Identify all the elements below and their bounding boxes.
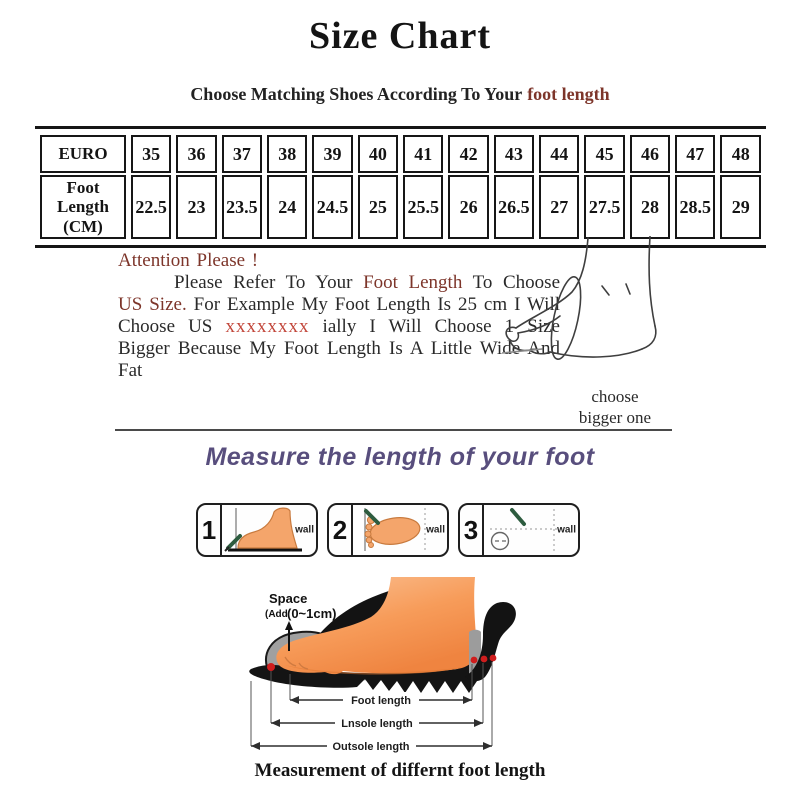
step-2-number: 2 bbox=[329, 505, 353, 555]
subtitle-text: Choose Matching Shoes According To Your bbox=[190, 84, 523, 104]
sketch-caption bbox=[545, 386, 685, 428]
foot-sketch-illustration bbox=[502, 236, 712, 388]
foot-length-row bbox=[40, 175, 761, 239]
euro-size-cell: 40 bbox=[358, 135, 398, 173]
space-arrow-head bbox=[285, 621, 293, 630]
size-table bbox=[35, 133, 766, 241]
insole-length-label: Lnsole length bbox=[341, 718, 413, 730]
euro-row-header: EURO bbox=[40, 135, 126, 173]
foot-length-cell: 28 bbox=[630, 175, 670, 239]
outsole-length-label: Outsole length bbox=[332, 741, 410, 753]
attention-highlight-us-size: US Size. bbox=[118, 294, 187, 315]
shoe-measurement-diagram bbox=[225, 577, 590, 767]
attention-text: To Choose bbox=[462, 272, 560, 293]
euro-size-cell: 43 bbox=[494, 135, 534, 173]
subtitle-highlight: foot length bbox=[527, 84, 610, 104]
outsole-length-dimension bbox=[251, 738, 492, 753]
attention-highlight-foot-length: Foot Length bbox=[363, 272, 463, 293]
heel-dot-red bbox=[481, 656, 488, 663]
foot-length-dimension bbox=[290, 692, 472, 707]
step-2-box bbox=[327, 503, 449, 557]
step-2-wall-label: wall bbox=[426, 524, 445, 536]
euro-size-cell: 36 bbox=[176, 135, 216, 173]
euro-row bbox=[40, 135, 761, 173]
sketch-front-leg bbox=[516, 238, 588, 328]
foot-length-cell: 25.5 bbox=[403, 175, 443, 239]
step-1-number: 1 bbox=[198, 505, 222, 555]
page-title: Size Chart bbox=[308, 15, 492, 57]
foot-length-row-header: Foot Length (CM) bbox=[40, 175, 126, 239]
toe-dot bbox=[366, 537, 372, 543]
euro-size-cell: 38 bbox=[267, 135, 307, 173]
foot-length-cell: 27 bbox=[539, 175, 579, 239]
measure-heading: Measure the length of your foot bbox=[205, 443, 595, 471]
insole-length-dimension bbox=[271, 715, 483, 730]
attention-text: ially I Will Choose 1 Size Bigger Because My Foot Length Is A Little Wide And Fat bbox=[118, 316, 560, 381]
attention-text: For Example My Foot Length Is 25 cm I Will Choose US bbox=[118, 294, 560, 337]
size-table-frame bbox=[35, 126, 766, 248]
euro-size-cell: 44 bbox=[539, 135, 579, 173]
attention-heading: Attention Please ! bbox=[118, 250, 259, 271]
foot-length-cell: 27.5 bbox=[584, 175, 624, 239]
step-3-wall-label: wall bbox=[557, 524, 576, 536]
attention-text: Please Refer To Your bbox=[174, 272, 364, 293]
foot-length-cell: 26 bbox=[448, 175, 488, 239]
pencil-icon bbox=[512, 510, 524, 524]
sketch-tape-loop bbox=[546, 274, 587, 361]
foot-length-cell: 29 bbox=[720, 175, 761, 239]
foot-side-icon bbox=[238, 508, 297, 548]
foot-length-cell: 28.5 bbox=[675, 175, 715, 239]
toe-dot bbox=[369, 543, 374, 548]
attention-note bbox=[118, 250, 560, 382]
sketch-caption-line2: bigger one bbox=[578, 408, 652, 427]
attention-censored-text: xxxxxxxx bbox=[225, 316, 310, 337]
euro-size-cell: 37 bbox=[222, 135, 262, 173]
toe-dot bbox=[366, 524, 372, 530]
toe-dot bbox=[365, 531, 371, 537]
euro-size-cell: 45 bbox=[584, 135, 624, 173]
sketch-caption-line1: choose bbox=[591, 387, 639, 406]
step-1-box bbox=[196, 503, 318, 557]
space-value-label: (0~1cm) bbox=[287, 606, 337, 621]
foot-length-cell: 23 bbox=[176, 175, 216, 239]
step-1-wall-label: wall bbox=[295, 524, 314, 536]
euro-size-cell: 48 bbox=[720, 135, 761, 173]
euro-size-cell: 41 bbox=[403, 135, 443, 173]
foot-length-cell: 22.5 bbox=[131, 175, 171, 239]
foot-length-cell: 25 bbox=[358, 175, 398, 239]
euro-size-cell: 39 bbox=[312, 135, 352, 173]
subtitle bbox=[0, 84, 800, 105]
measure-steps bbox=[196, 503, 580, 557]
sketch-toe-loop bbox=[506, 327, 518, 341]
heel-dot-red bbox=[490, 655, 497, 662]
sketch-ankle-dashes bbox=[602, 284, 630, 295]
sketch-back-leg bbox=[649, 236, 655, 326]
sketch-heel bbox=[642, 326, 656, 349]
step-3-number: 3 bbox=[460, 505, 484, 555]
foot-length-label: Foot length bbox=[351, 695, 411, 707]
footer-caption: Measurement of differnt foot length bbox=[254, 760, 546, 781]
foot-length-cell: 23.5 bbox=[222, 175, 262, 239]
euro-size-cell: 46 bbox=[630, 135, 670, 173]
divider-line bbox=[115, 429, 672, 431]
space-label: Space bbox=[269, 591, 308, 606]
foot-length-cell: 24 bbox=[267, 175, 307, 239]
euro-size-cell: 47 bbox=[675, 135, 715, 173]
heel-dot-red bbox=[471, 657, 478, 664]
step-3-box bbox=[458, 503, 580, 557]
toe-dot-red bbox=[267, 663, 275, 671]
euro-size-cell: 42 bbox=[448, 135, 488, 173]
foot-length-cell: 26.5 bbox=[494, 175, 534, 239]
foot-length-cell: 24.5 bbox=[312, 175, 352, 239]
euro-size-cell: 35 bbox=[131, 135, 171, 173]
space-add-label: (Add bbox=[265, 609, 288, 620]
